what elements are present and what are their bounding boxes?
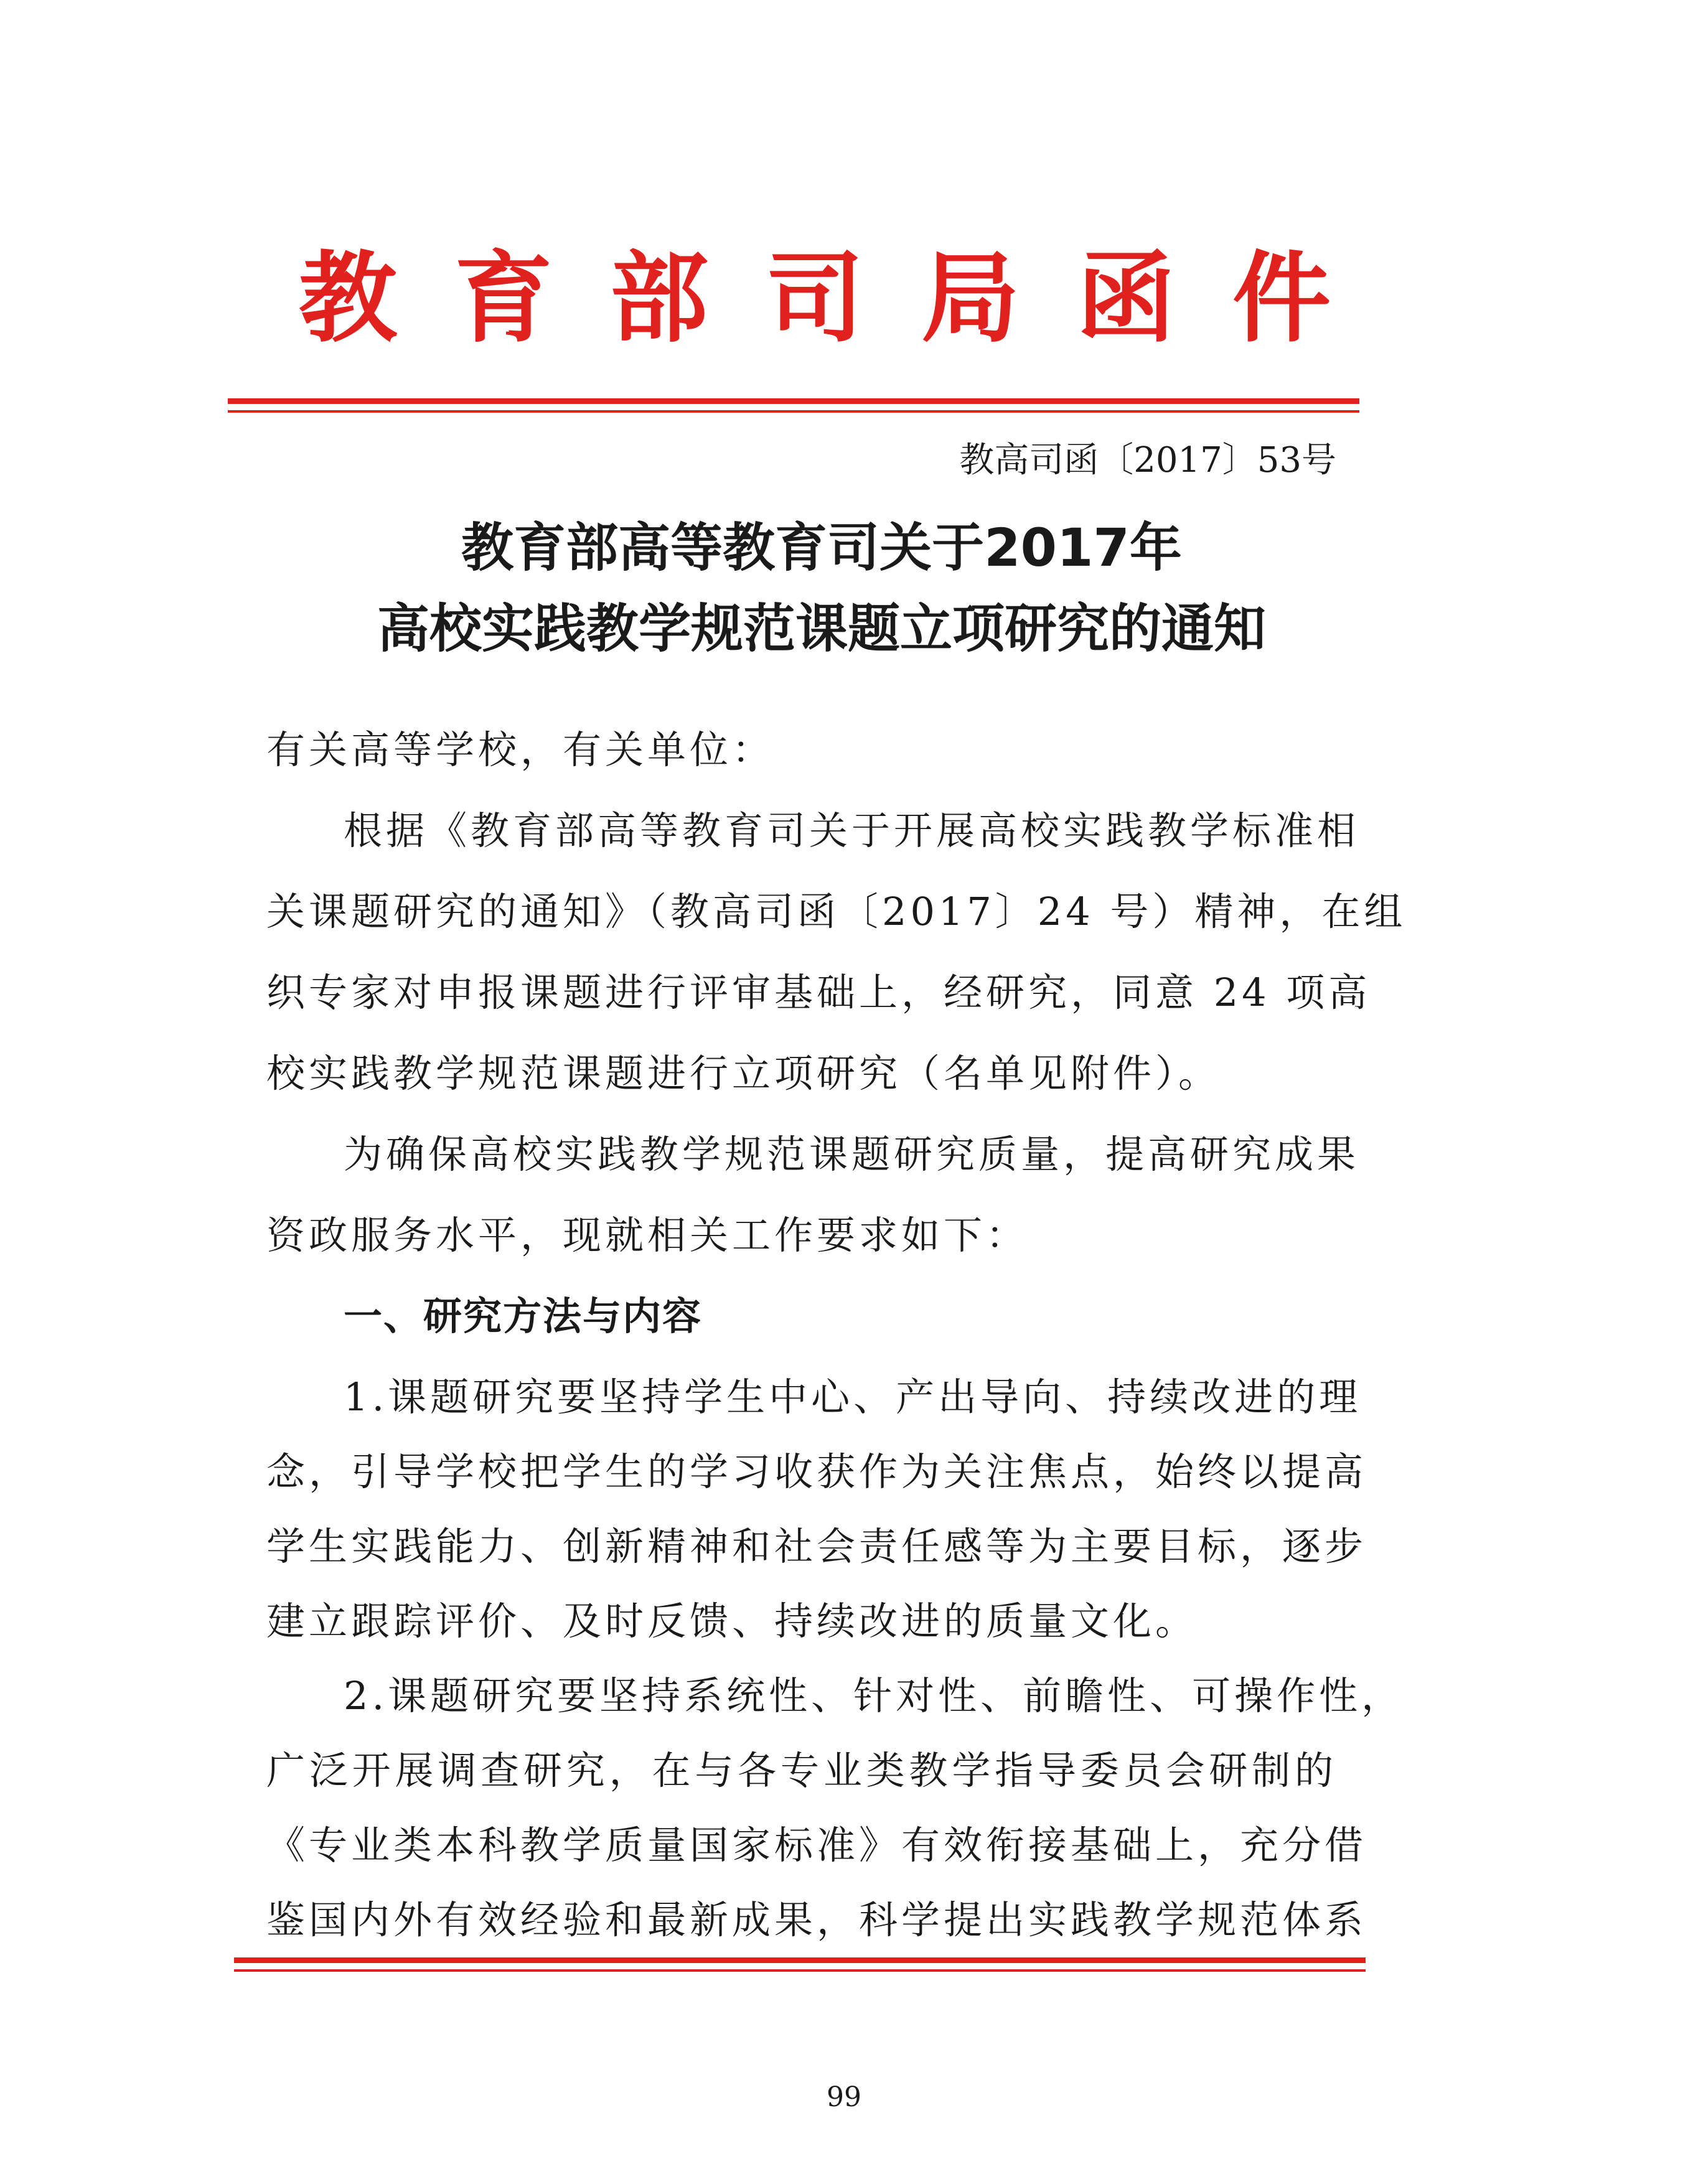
item-line: 1.课题研究要坚持学生中心、产出导向、持续改进的理: [344, 1374, 1362, 1420]
item-line: 念，引导学校把学生的学习收获作为关注焦点，始终以提高: [266, 1449, 1367, 1494]
item-line: 鉴国内外有效经验和最新成果，科学提出实践教学规范体系: [266, 1897, 1367, 1943]
paragraph-line: 校实践教学规范课题进行立项研究（名单见附件）。: [266, 1051, 1221, 1096]
footer-rule-thin: [234, 1969, 1366, 1972]
masthead-rule-thick: [228, 398, 1359, 404]
paragraph-line: 根据《教育部高等教育司关于开展高校实践教学标准相: [344, 808, 1360, 853]
masthead-rule-thin: [228, 410, 1359, 413]
masthead-title: 教育部司局函件: [299, 241, 1388, 356]
title-line-2: 高校实践教学规范课题立项研究的通知: [377, 598, 1266, 659]
section-heading: 一、研究方法与内容: [344, 1293, 703, 1339]
item-line: 建立跟踪评价、及时反馈、持续改进的质量文化。: [266, 1598, 1198, 1644]
document-number: 教高司函〔2017〕53号: [959, 440, 1336, 480]
item-line: 学生实践能力、创新精神和社会责任感等为主要目标，逐步: [266, 1524, 1367, 1569]
salutation: 有关高等学校，有关单位：: [266, 727, 775, 772]
item-line: 《专业类本科教学质量国家标准》有效衔接基础上，充分借: [266, 1822, 1367, 1868]
paragraph-line: 织专家对申报课题进行评审基础上，经研究，同意 24 项高: [266, 970, 1371, 1015]
paragraph-line: 为确保高校实践教学规范课题研究质量，提高研究成果: [344, 1132, 1360, 1177]
item-line: 广泛开展调查研究，在与各专业类教学指导委员会研制的: [266, 1748, 1337, 1793]
paragraph-line: 资政服务水平，现就相关工作要求如下：: [266, 1212, 1029, 1258]
footer-rule-thick: [234, 1957, 1366, 1963]
item-line: 2.课题研究要坚持系统性、针对性、前瞻性、可操作性，: [344, 1673, 1404, 1718]
page-number: 99: [827, 2081, 861, 2113]
paragraph-line: 关课题研究的通知》（教高司函〔2017〕24 号）精神，在组: [266, 889, 1407, 934]
title-line-1: 教育部高等教育司关于2017年: [461, 517, 1182, 578]
